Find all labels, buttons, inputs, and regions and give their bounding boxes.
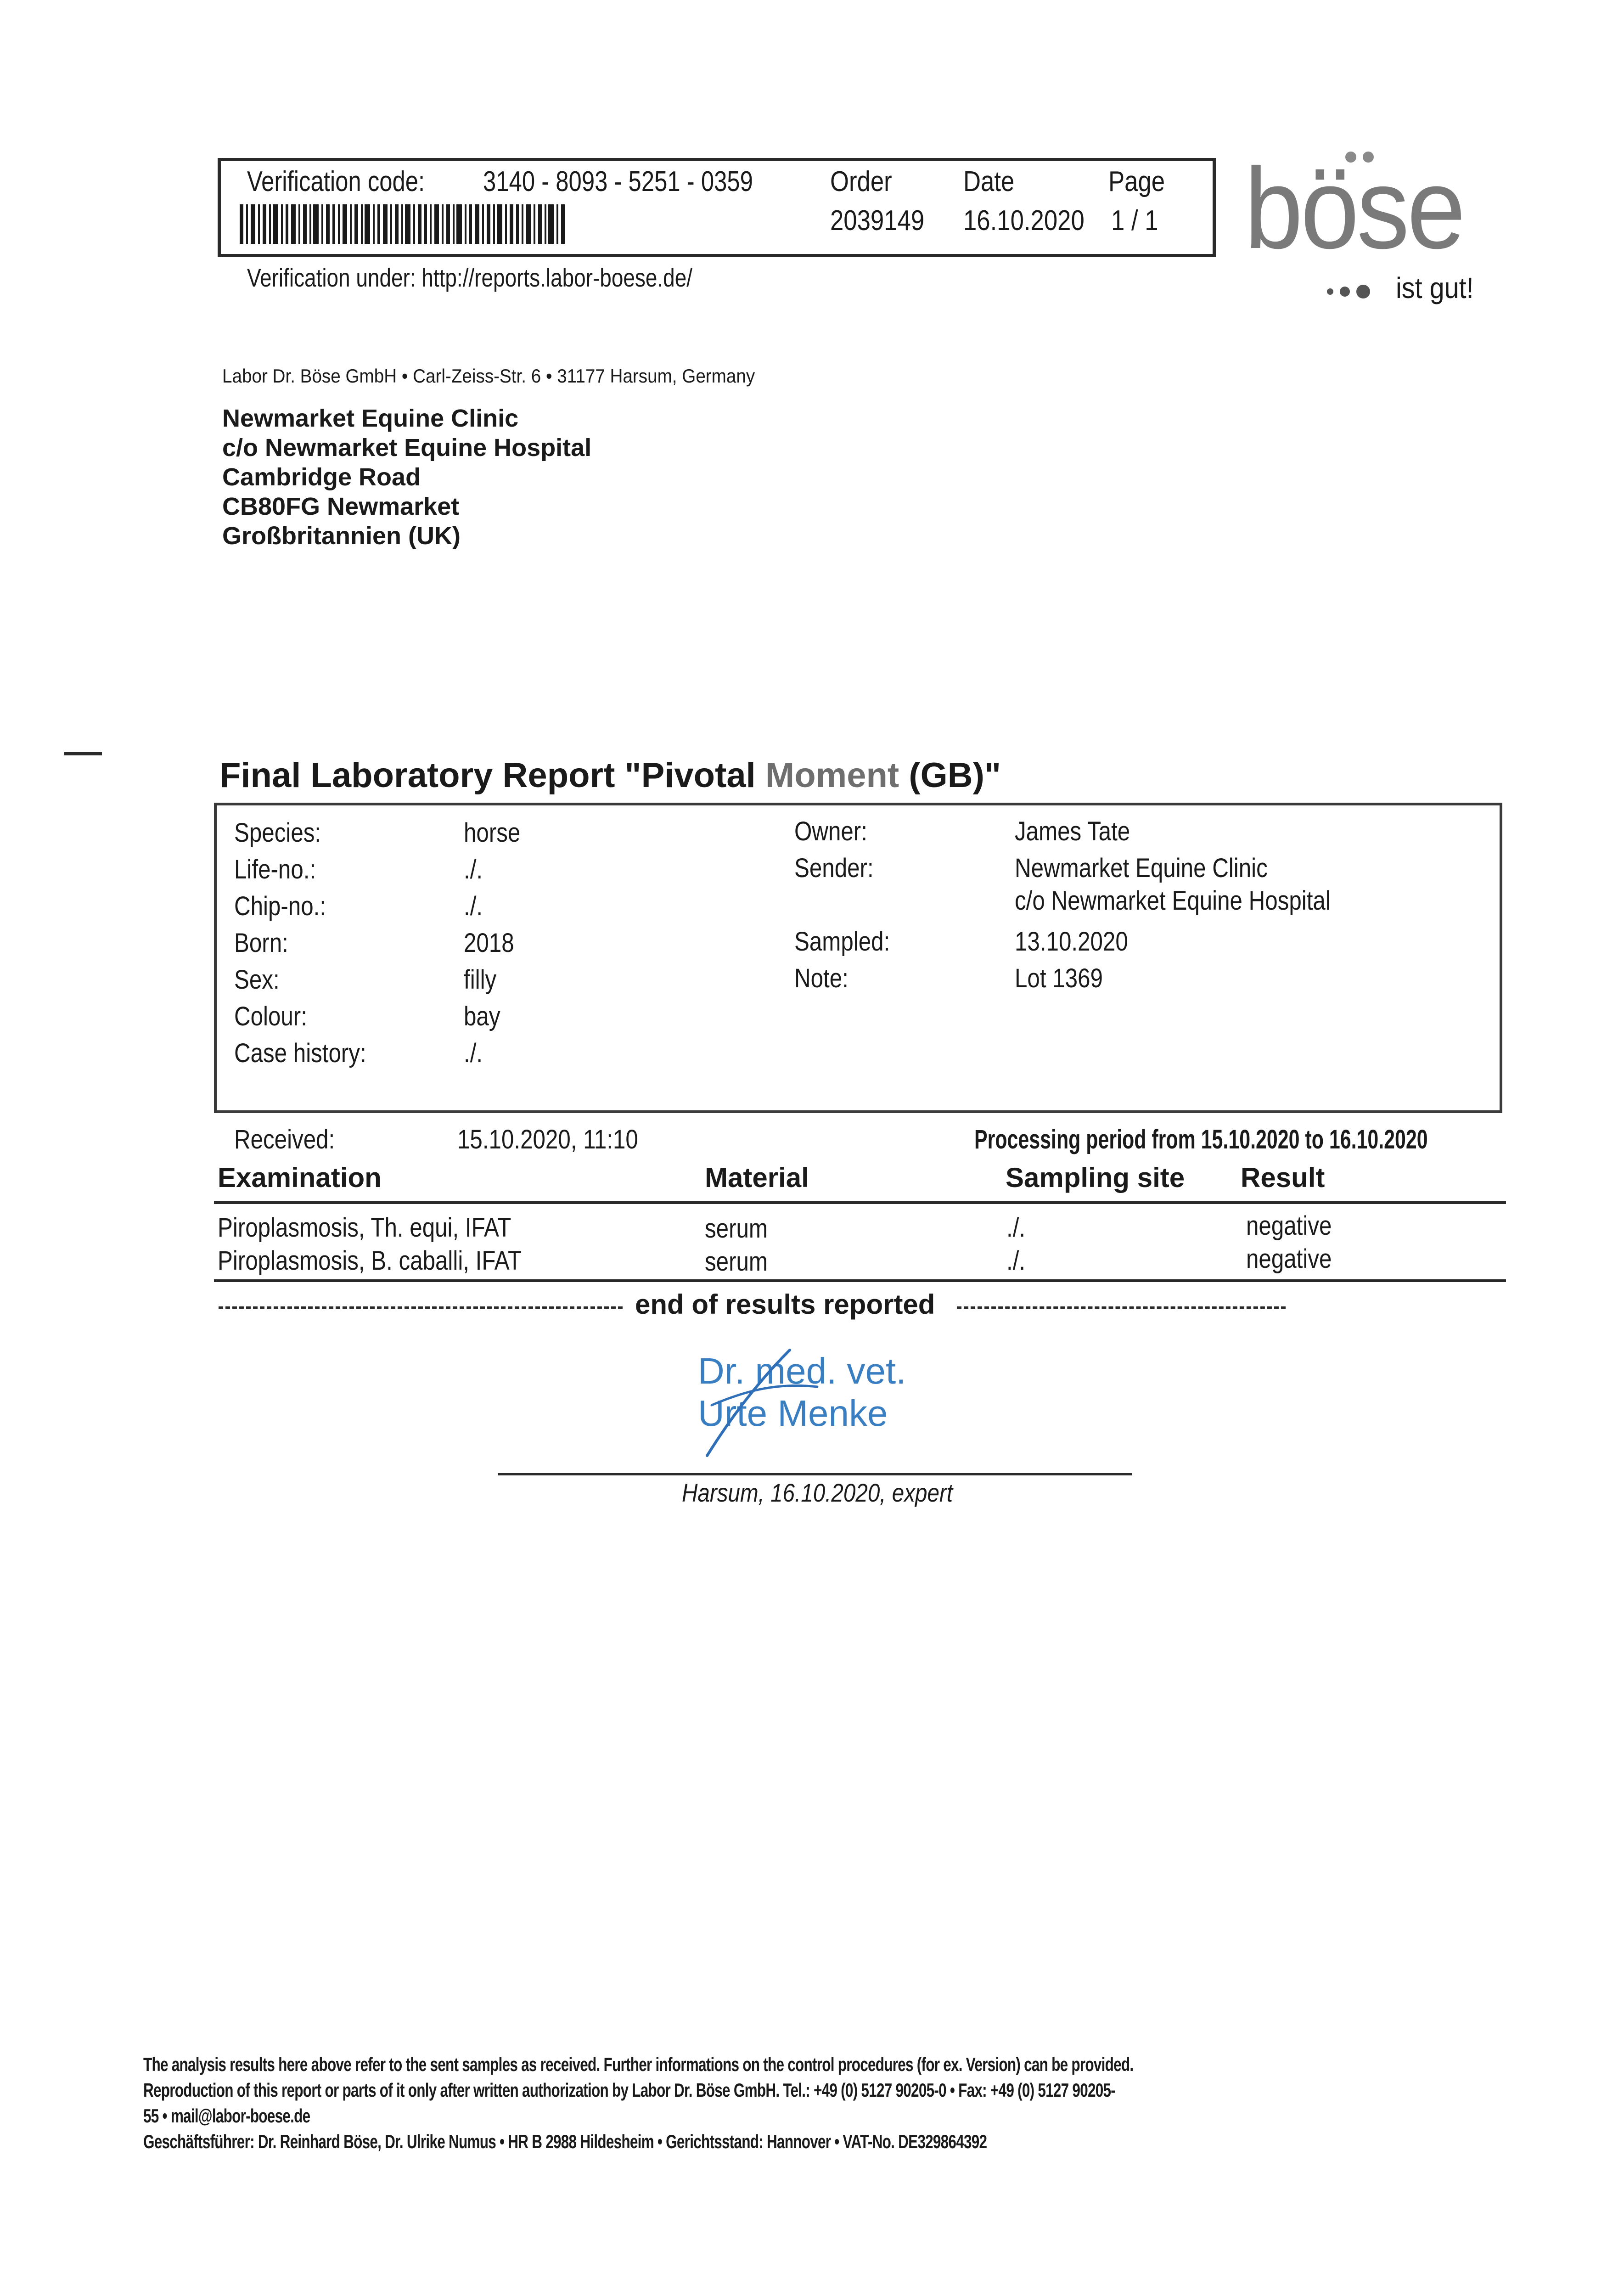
col-header-examination: Examination [218, 1162, 382, 1193]
processing-period: Processing period from 15.10.2020 to 16.10.2020 [974, 1125, 1428, 1154]
born-label: Born: [234, 928, 288, 958]
case-history-label: Case history: [234, 1038, 366, 1068]
address-line-4: CB80FG Newmarket [222, 493, 460, 520]
footer-line-2: Reproduction of this report or parts of it only after written authorization by Labor Dr. Böse GmbH. Tel.: +49 (0) 5127 90205-0 • Fax: +49 (0) 5127 90205- [143, 2079, 1116, 2101]
date-label: Date [963, 166, 1015, 197]
table-row-2-examination: Piroplasmosis, B. caballi, IFAT [218, 1246, 522, 1276]
logo-tagline: ist gut! [1396, 271, 1474, 304]
colour-label: Colour: [234, 1002, 307, 1031]
col-header-material: Material [705, 1162, 809, 1193]
table-bottom-rule [214, 1279, 1506, 1282]
received-value: 15.10.2020, 11:10 [457, 1125, 638, 1154]
title-highlight: Moment [765, 756, 899, 795]
col-header-sampling-site: Sampling site [1006, 1162, 1185, 1193]
sender-label: Sender: [794, 853, 874, 883]
table-row-2-result: negative [1246, 1244, 1332, 1274]
table-row-1-material: serum [705, 1214, 768, 1244]
sender-value-line-1: Newmarket Equine Clinic [1015, 853, 1268, 883]
case-history-value: ./. [464, 1038, 483, 1068]
species-label: Species: [234, 818, 321, 848]
report-date: 16.10.2020 [963, 205, 1085, 236]
sex-value: filly [464, 965, 497, 995]
page-label: Page [1108, 166, 1165, 197]
table-row-1-result: negative [1246, 1211, 1332, 1241]
table-row-1-examination: Piroplasmosis, Th. equi, IFAT [218, 1213, 511, 1243]
life-no-value: ./. [464, 855, 483, 884]
verification-url: Verification under: http://reports.labor-boese.de/ [247, 263, 692, 292]
life-no-label: Life-no.: [234, 855, 316, 884]
sender-value-line-2: c/o Newmarket Equine Hospital [1015, 886, 1331, 916]
end-leader-right [957, 1306, 1286, 1309]
footer-line-4: Geschäftsführer: Dr. Reinhard Böse, Dr. Ulrike Numus • HR B 2988 Hildesheim • Gerichtsstand: Hannover • VAT-No. DE329864392 [143, 2131, 987, 2152]
order-label: Order [830, 166, 892, 197]
col-header-result: Result [1241, 1162, 1325, 1193]
received-label: Received: [234, 1125, 335, 1154]
end-leader-left [219, 1306, 623, 1309]
page-number: 1 / 1 [1111, 205, 1158, 236]
fold-mark [64, 752, 102, 755]
table-header-rule [214, 1201, 1506, 1204]
born-value: 2018 [464, 928, 514, 958]
title-prefix: Final Laboratory Report "Pivotal [219, 756, 756, 795]
note-value: Lot 1369 [1015, 963, 1103, 993]
brand-logo: böse [1244, 144, 1463, 272]
handwritten-signature [680, 1332, 845, 1469]
signature-caption: Harsum, 16.10.2020, expert [682, 1478, 953, 1507]
address-line-3: Cambridge Road [222, 463, 421, 491]
footer-line-1: The analysis results here above refer to the sent samples as received. Further informations on the control procedures (for ex. Version) can be provided. [143, 2054, 1134, 2075]
tagline-dots-icon [1327, 285, 1377, 298]
footer-line-3: 55 • mail@labor-boese.de [143, 2105, 310, 2127]
chip-no-value: ./. [464, 891, 483, 921]
lab-return-address: Labor Dr. Böse GmbH • Carl-Zeiss-Str. 6 • 31177 Harsum, Germany [222, 365, 755, 387]
title-suffix: (GB)" [909, 756, 1001, 795]
address-line-2: c/o Newmarket Equine Hospital [222, 434, 592, 461]
end-of-results-marker: end of results reported [635, 1289, 935, 1320]
chip-no-label: Chip-no.: [234, 891, 326, 921]
address-line-5: Großbritannien (UK) [222, 522, 461, 550]
sampled-value: 13.10.2020 [1015, 927, 1128, 957]
signature-title: Dr. med. vet. [698, 1351, 906, 1391]
colour-value: bay [464, 1002, 500, 1031]
species-value: horse [464, 818, 521, 848]
report-title [219, 755, 1001, 795]
owner-value: James Tate [1015, 816, 1130, 846]
table-row-2-material: serum [705, 1247, 768, 1277]
patient-info-box [214, 803, 1502, 1113]
signature-line [498, 1473, 1132, 1475]
barcode [240, 204, 565, 244]
sex-label: Sex: [234, 965, 280, 995]
table-row-1-site: ./. [1006, 1213, 1026, 1243]
note-label: Note: [794, 963, 849, 993]
address-line-1: Newmarket Equine Clinic [222, 405, 519, 432]
sampled-label: Sampled: [794, 927, 890, 957]
order-number: 2039149 [830, 205, 925, 236]
verification-code: 3140 - 8093 - 5251 - 0359 [483, 166, 753, 197]
signature-name: Urte Menke [698, 1393, 888, 1434]
table-row-2-site: ./. [1006, 1246, 1026, 1276]
owner-label: Owner: [794, 816, 867, 846]
verification-label: Verification code: [247, 166, 425, 197]
